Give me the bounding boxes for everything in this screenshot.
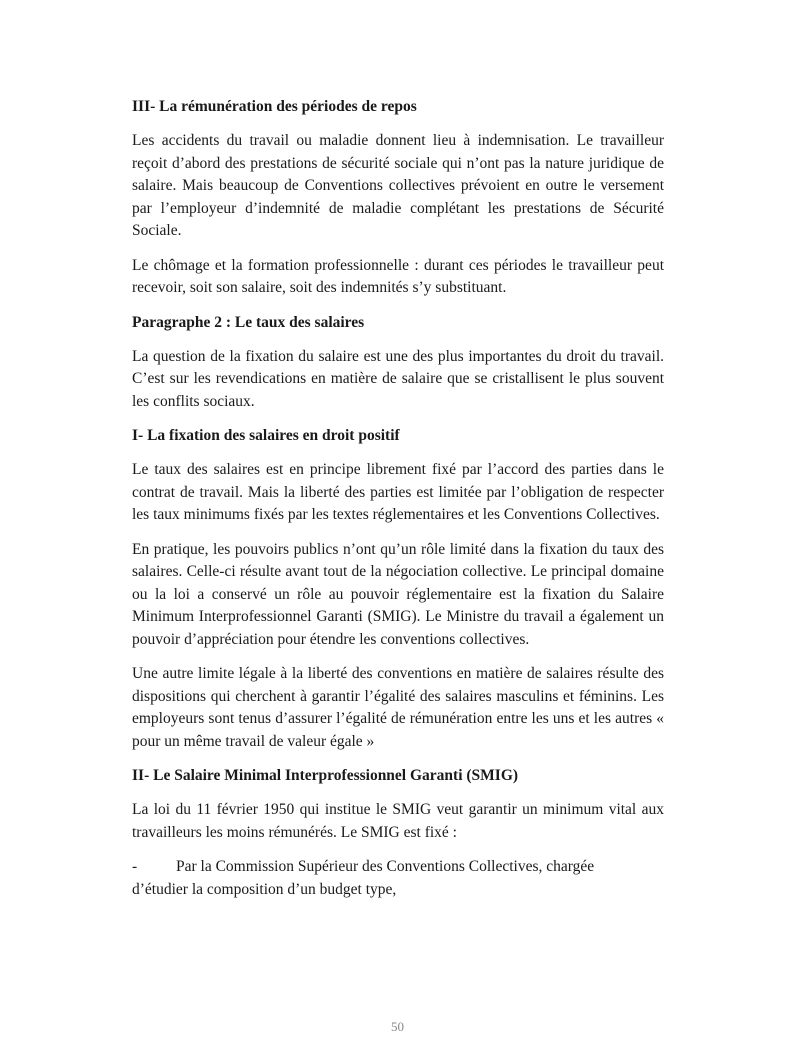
section-heading-taux-salaires: Paragraphe 2 : Le taux des salaires [132,313,365,331]
paragraph-pouvoirs-publics: En pratique, les pouvoirs publics n’ont qu’un rôle limité dans la fixation du taux des salaires. Celle-ci résulte avant tout de la négociation collective. Le principal domaine ou la loi a conservé un rôle au pouvoir réglementaire est la fixation du Salaire Minimum Interprofessionnel Garanti (SMIG). Le Ministre du travail a également un pouvoir d’appréciation pour étendre les conventions collectives. [132,540,664,648]
page-number: 50 [391,1019,404,1034]
section-heading-smig: II- Le Salaire Minimal Interprofessionnel Garanti (SMIG) [132,767,519,784]
paragraph-taux-librement-fixe: Le taux des salaires est en principe librement fixé par l’accord des parties dans le contrat de travail. Mais la liberté des parties est limitée par l’obligation de respecter les taux minimums fixés par les textes réglementaires et les Conventions Collectives. [132,461,664,523]
list-item-text-line1: Par la Commission Supérieur des Conventions Collectives, chargée [176,858,595,875]
paragraph-chomage-formation: Le chômage et la formation professionnelle : durant ces périodes le travailleur peut recevoir, soit son salaire, soit des indemnités s’y substituant. [132,256,664,296]
paragraph-question-fixation: La question de la fixation du salaire est une des plus importantes du droit du travail. C’est sur les revendications en matière de salaire que se cristallisent le plus souvent les conflits sociaux. [132,347,664,410]
paragraph-accidents-travail: Les accidents du travail ou maladie donnent lieu à indemnisation. Le travailleur reçoit d’abord des prestations de sécurité sociale qui n’ont pas la nature juridique de salaire. Mais beaucoup de Conventions collectives prévoient en outre le versement par l’employeur d’indemnité de maladie complétant les prestations de Sécurité Sociale. [132,132,664,239]
list-item-text-line2: d’étudier la composition d’un budget type, [132,880,397,898]
section-heading-remuneration-repos: III- La rémunération des périodes de repos [132,98,417,115]
list-item-commission [132,856,664,879]
paragraph-limite-legale: Une autre limite légale à la liberté des conventions en matière de salaires résulte des dispositions qui cherchent à garantir l’égalité des salaires masculins et féminins. Les employeurs sont tenus d’assurer l’égalité de rémunération entre les uns et les autres « pour un même travail de valeur égale » [132,665,664,750]
list-bullet: - [132,858,138,875]
section-heading-fixation-droit-positif: I- La fixation des salaires en droit positif [132,427,400,444]
document-page [132,96,664,901]
paragraph-loi-1950: La loi du 11 février 1950 qui institue le SMIG veut garantir un minimum vital aux travailleurs les moins rémunérés. Le SMIG est fixé : [132,801,664,841]
